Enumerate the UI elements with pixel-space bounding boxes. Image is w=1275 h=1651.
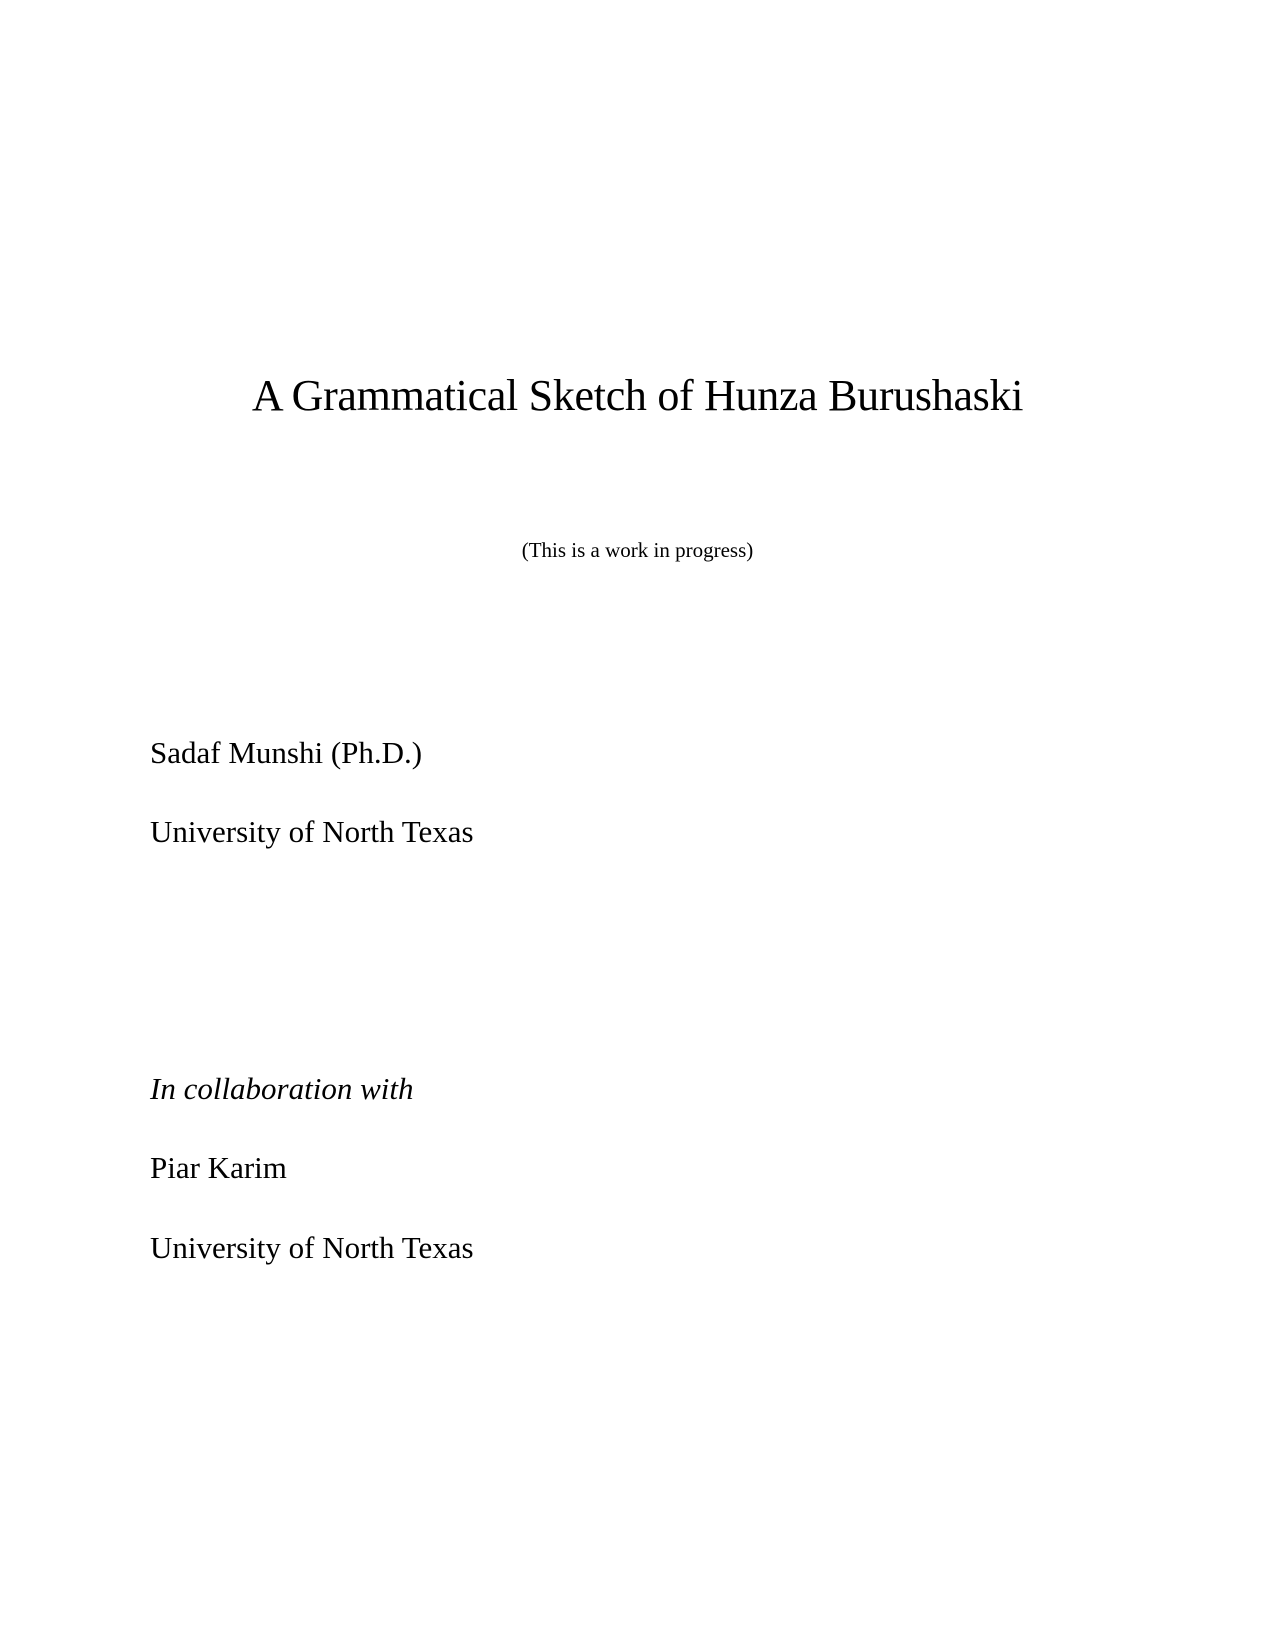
- collaborator-affiliation: University of North Texas: [150, 1230, 474, 1265]
- document-subtitle: (This is a work in progress): [521, 538, 754, 562]
- author-affiliation: University of North Texas: [150, 814, 474, 849]
- author-name: Sadaf Munshi (Ph.D.): [150, 735, 423, 770]
- collaborator-name: Piar Karim: [150, 1150, 287, 1185]
- collaboration-label: In collaboration with: [150, 1071, 414, 1106]
- document-title: A Grammatical Sketch of Hunza Burushaski: [251, 371, 1024, 420]
